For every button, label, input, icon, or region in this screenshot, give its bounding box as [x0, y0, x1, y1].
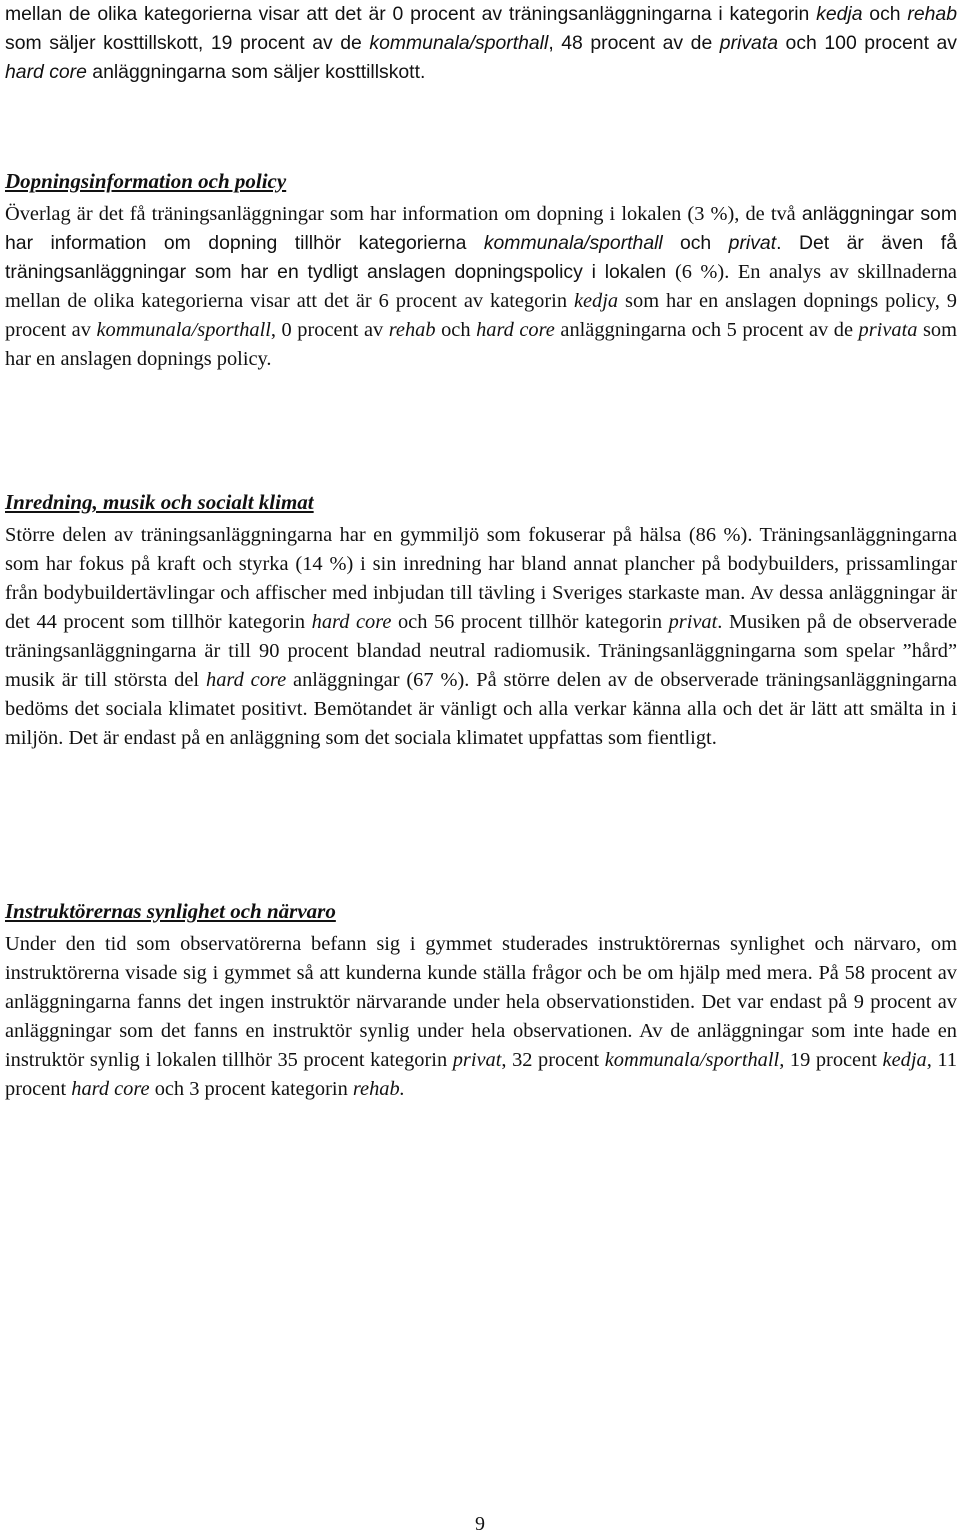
category-term: privat [728, 232, 777, 254]
category-term: kedja [816, 3, 863, 25]
category-term: kommunala/sporthall [483, 232, 663, 254]
text-run: , 0 procent av [270, 319, 389, 341]
intro-section [5, 0, 957, 87]
category-term: hard core [71, 1078, 150, 1100]
section-heading [5, 896, 957, 926]
text-run: anläggningarna som säljer kosttillskott. [86, 61, 426, 83]
category-term: rehab. [352, 1078, 405, 1100]
page-number: 9 [475, 1513, 485, 1535]
text-run: och 3 procent kategorin [149, 1078, 353, 1100]
category-term: hard core [476, 319, 555, 341]
text-run: , 48 procent av de [548, 32, 720, 54]
text-run: 19 procent [784, 1049, 883, 1071]
text-run: (6 %). En analys av skillnaderna mellan de olika kategorierna visar att det är 6 procent av kategorin [5, 261, 957, 312]
category-term: kommunala/sporthall [96, 319, 271, 341]
section-heading [5, 487, 957, 517]
text-run: Överlag är det få träningsanläggningar som har information om dopning i lokalen (3 %), de två [5, 203, 802, 225]
text-run: . Det är även få träningsanläggningar som har en tydligt anslagen dopningspolicy i lokalen [5, 232, 957, 283]
category-term: privat [452, 1049, 502, 1071]
category-term: privat [668, 611, 718, 633]
category-term: kedja, [882, 1049, 932, 1071]
text-run: anläggningarna och 5 procent av de [554, 319, 859, 341]
heading-text: Inredning, musik och socialt klimat [5, 490, 314, 514]
text-run: och [679, 232, 729, 254]
text-run: 11 procent [5, 1049, 958, 1100]
category-term: rehab [907, 3, 957, 25]
heading-text: Instruktörernas synlighet och närvaro [5, 899, 336, 923]
dopning-paragraph [5, 200, 957, 374]
text-run: , 32 procent [501, 1049, 605, 1071]
category-term: kommunala/sporthall, [604, 1049, 785, 1071]
inredning-section [5, 487, 957, 753]
intro-paragraph [5, 0, 957, 87]
heading-text: Dopningsinformation och policy [5, 169, 287, 193]
text-run: som har en anslagen dopnings policy, 9 procent av [5, 290, 957, 341]
dopning-section [5, 166, 957, 374]
instruktorer-section [5, 896, 957, 1104]
text-run: anläggningar som har information om dopning tillhör kategorierna [5, 203, 957, 254]
text-run: som har en anslagen dopnings policy. [5, 319, 957, 370]
text-run: och [435, 319, 477, 341]
text-run: och 100 procent av [778, 32, 958, 54]
instruktorer-paragraph [5, 930, 957, 1104]
category-term: kedja [573, 290, 619, 312]
category-term: privata [719, 32, 778, 54]
category-term: privata [858, 319, 918, 341]
category-term: hard core [206, 669, 287, 691]
text-run: . Musiken på de observerade träningsanläggningarna är till 90 procent blandad neutral radiomusik. Träningsanläggningarna som spelar ”hård” musik är till största del [5, 611, 957, 691]
category-term: hard core [311, 611, 392, 633]
inredning-paragraph [5, 521, 957, 753]
category-term: kommunala/sporthall [369, 32, 549, 54]
text-run: anläggningar (67 %). På större delen av de observerade träningsanläggningarna bedöms det sociala klimatet positivt. Bemötandet är vänligt och alla verkar känna alla och det är lätt att smälta in i miljön. Det är endast på en anläggning som det sociala klimatet uppfattas som fientligt. [5, 669, 957, 749]
text-run: mellan de olika kategorierna visar att det är 0 procent av träningsanläggningarna i kategorin [5, 3, 810, 25]
category-term: rehab [388, 319, 436, 341]
text-run: och 56 procent tillhör kategorin [391, 611, 669, 633]
category-term: hard core [5, 61, 87, 83]
text-run: Under den tid som observatörerna befann sig i gymmet studerades instruktörernas synlighet och närvaro, om instruktörerna visade sig i gymmet så att kunderna kunde ställa frågor och be om hjälp med mera. På 58 procent av anläggningarna fanns det ingen instruktör närvarande under hela observationstiden. Det var endast på 9 procent av anläggningar som det fanns en instruktör synlig under hela observationen. Av de anläggningar som inte hade en instruktör synlig i lokalen tillhör 35 procent kategorin [5, 933, 957, 1071]
section-heading [5, 166, 957, 196]
text-run: som säljer kosttillskott, 19 procent av de [5, 32, 370, 54]
text-run: och [862, 3, 908, 25]
text-run: Större delen av träningsanläggningarna har en gymmiljö som fokuserar på hälsa (86 %). Träningsanläggningarna som har fokus på kraft och styrka (14 %) i sin inredning har bland annat plancher på bodybuilders, prissamlingar från bodybuildertävlingar och affischer med inbjudan till tävling i Sveriges starkaste man. Av dessa anläggningar är det 44 procent som tillhör kategorin [5, 524, 957, 633]
